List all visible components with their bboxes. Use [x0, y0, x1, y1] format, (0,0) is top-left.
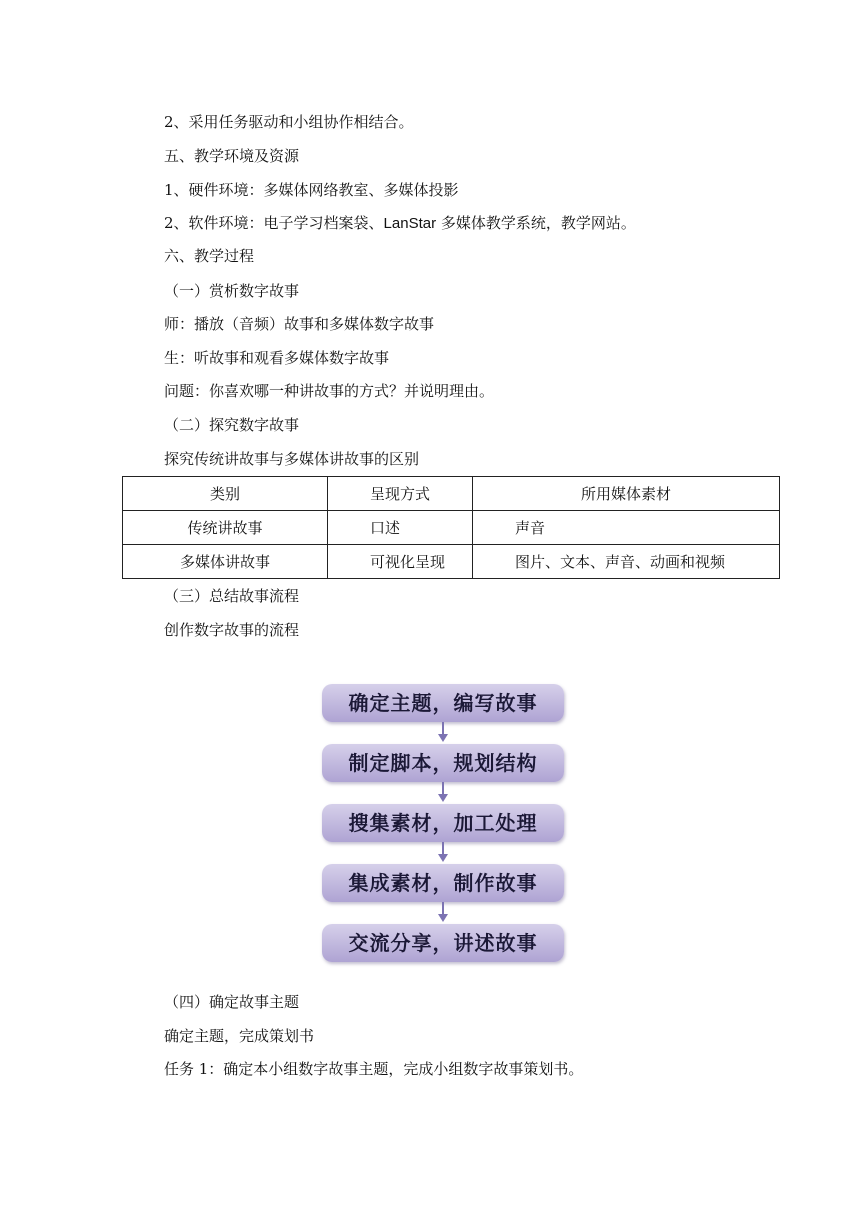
text-line: 1、硬件环境：多媒体网络教室、多媒体投影 [164, 181, 459, 199]
flow-step: 制定脚本，规划结构 [322, 744, 564, 782]
text-segment: 多媒体教学系统，教学网站。 [436, 214, 636, 232]
subsection-heading: （二）探究数字故事 [164, 416, 300, 434]
table-caption: 探究传统讲故事与多媒体讲故事的区别 [164, 450, 420, 468]
header-cell: 呈现方式 [328, 477, 473, 511]
subsection-heading: （一）赏析数字故事 [164, 282, 300, 300]
text-line: 确定主题，完成策划书 [164, 1027, 315, 1045]
section-heading: 五、教学环境及资源 [164, 147, 300, 165]
text-line: 生：听故事和观看多媒体数字故事 [164, 349, 390, 367]
text-line [164, 213, 636, 234]
down-arrow-icon [441, 722, 445, 744]
down-arrow-icon [441, 782, 445, 804]
cell-text: 声音 [515, 519, 546, 537]
text-line: 问题：你喜欢哪一种讲故事的方式？并说明理由。 [164, 382, 495, 400]
cell-text: 可视化呈现 [370, 553, 446, 571]
text-line: 2、采用任务驱动和小组协作相结合。 [164, 113, 414, 131]
comparison-table [122, 476, 780, 579]
flow-step: 确定主题，编写故事 [322, 684, 564, 722]
table-cell: 多媒体讲故事 [123, 545, 328, 579]
cell-text: 图片、文本、声音、动画和视频 [515, 553, 726, 571]
brand-name: LanStar [383, 215, 437, 232]
text-line: 师：播放（音频）故事和多媒体数字故事 [164, 315, 435, 333]
cell-text: 口述 [370, 519, 401, 537]
text-segment: 2、软件环境：电子学习档案袋、 [164, 214, 384, 232]
subsection-heading: （四）确定故事主题 [164, 993, 300, 1011]
table-cell [473, 545, 780, 579]
section-heading: 六、教学过程 [164, 247, 255, 265]
table-row [123, 511, 780, 545]
table-cell [328, 511, 473, 545]
down-arrow-icon [441, 842, 445, 864]
down-arrow-icon [441, 902, 445, 924]
table-row [123, 545, 780, 579]
table-header-row [123, 477, 780, 511]
text-line: 任务 1：确定本小组数字故事主题，完成小组数字故事策划书。 [164, 1060, 584, 1078]
text-line: 创作数字故事的流程 [164, 621, 300, 639]
flow-step: 搜集素材，加工处理 [322, 804, 564, 842]
table-cell [328, 545, 473, 579]
subsection-heading: （三）总结故事流程 [164, 587, 300, 605]
header-cell: 类别 [123, 477, 328, 511]
flow-step: 交流分享，讲述故事 [322, 924, 564, 962]
table-cell [473, 511, 780, 545]
header-cell: 所用媒体素材 [473, 477, 780, 511]
table-cell: 传统讲故事 [123, 511, 328, 545]
flow-step: 集成素材，制作故事 [322, 864, 564, 902]
